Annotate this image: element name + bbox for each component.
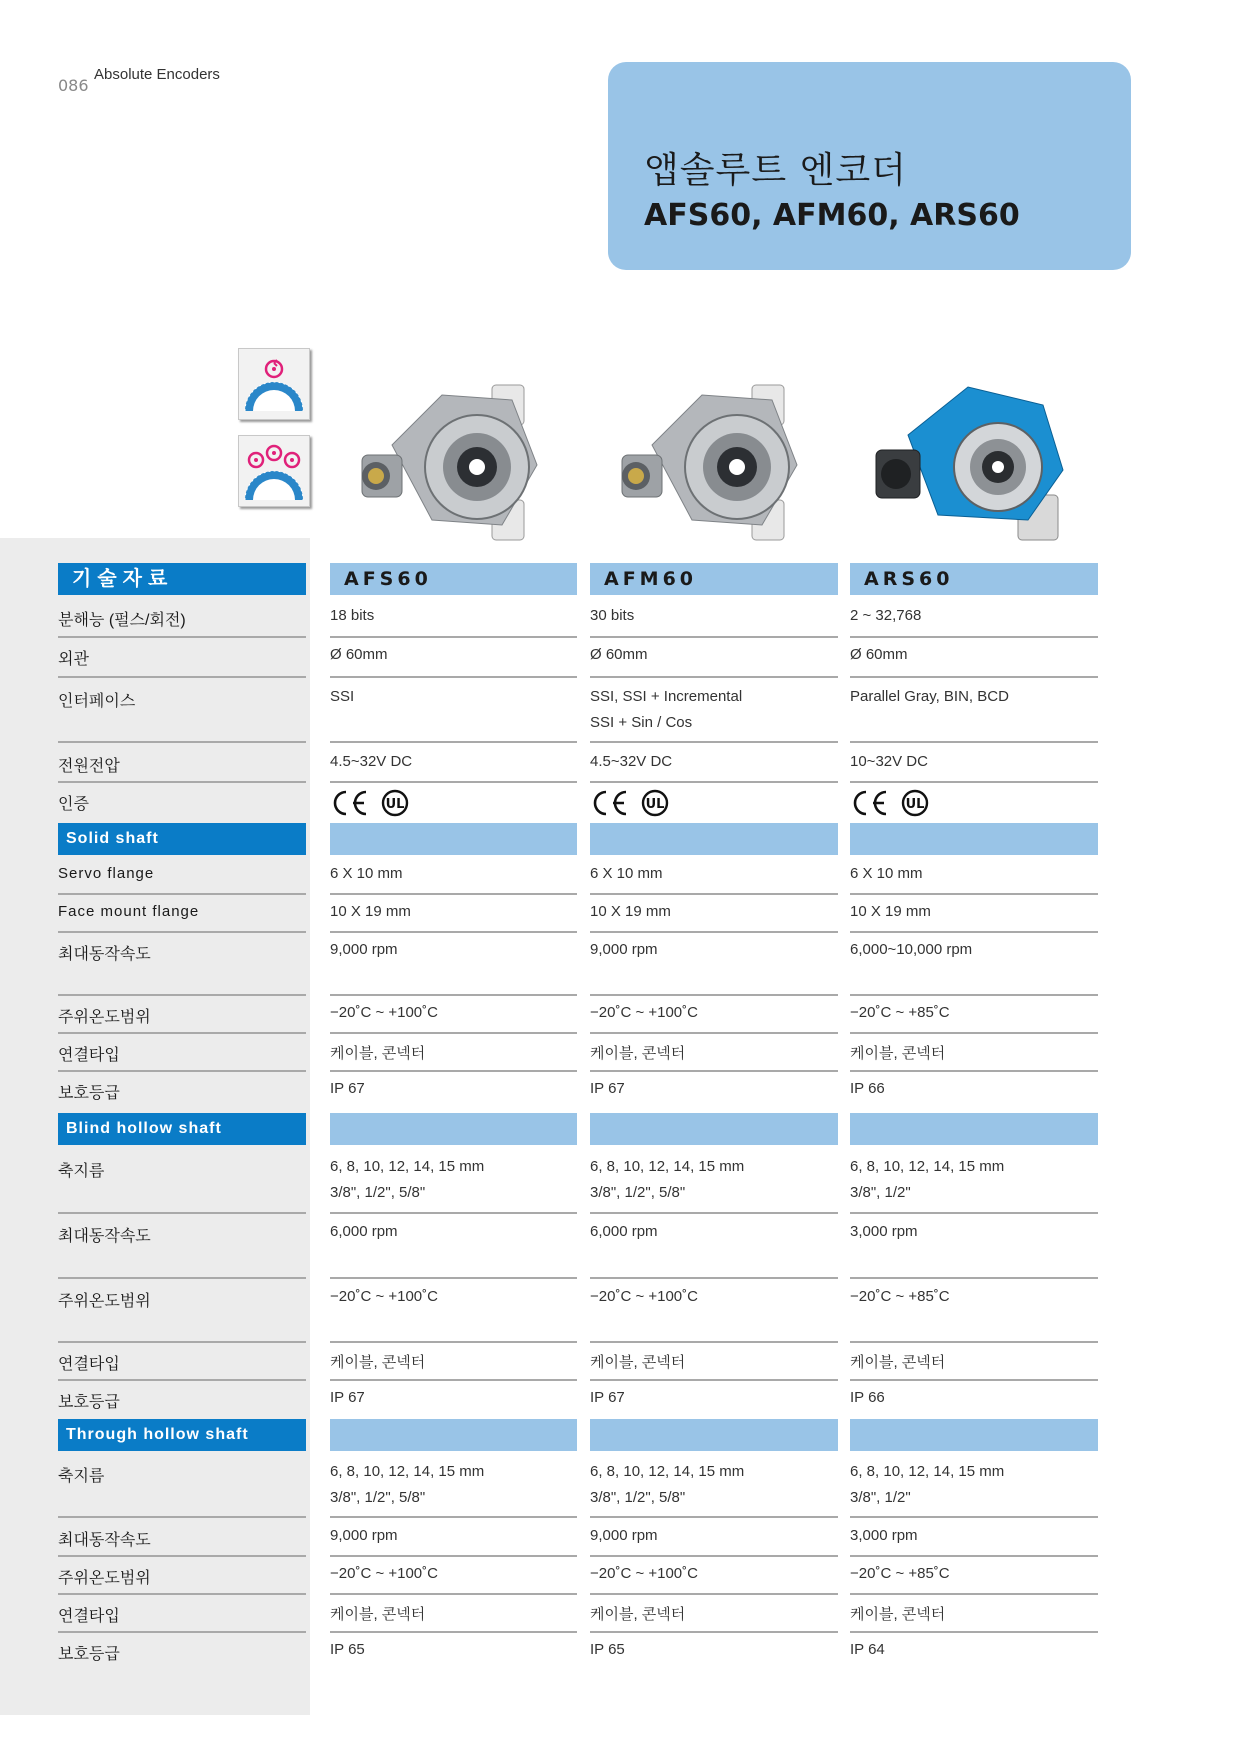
- table-cell: 6, 8, 10, 12, 14, 15 mm 3/8", 1/2", 5/8": [330, 1455, 577, 1518]
- multi-turn-icon: [238, 435, 310, 507]
- table-cell: 6,000 rpm: [330, 1215, 577, 1279]
- ce-ul-mark-icon: [850, 787, 940, 819]
- table-cell: −20˚C ~ +100˚C: [590, 1557, 838, 1595]
- row-label-resolution: 분해능 (펄스/회전): [58, 599, 306, 638]
- certification-cell: [330, 783, 577, 821]
- section-header-blind-hollow-shaft: Blind hollow shaft: [58, 1113, 306, 1145]
- table-cell: 9,000 rpm: [330, 933, 577, 996]
- table-cell: IP 67: [330, 1389, 365, 1406]
- row-label-protection: 보호등급: [58, 1085, 120, 1102]
- table-cell: Parallel Gray, BIN, BCD: [850, 680, 1098, 743]
- table-cell: Ø 60mm: [330, 638, 577, 678]
- single-turn-icon: [238, 348, 310, 420]
- table-cell: 6, 8, 10, 12, 14, 15 mm 3/8", 1/2": [850, 1455, 1098, 1518]
- table-cell: 6 X 10 mm: [590, 857, 838, 895]
- row-label-temperature: 주위온도범위: [58, 1280, 306, 1343]
- section-band: [330, 1113, 577, 1145]
- certification-cell: [850, 783, 1098, 821]
- table-cell: 6,000~10,000 rpm: [850, 933, 1098, 996]
- row-label-protection: 보호등급: [58, 1394, 120, 1411]
- column-header-afs60: AFS60: [330, 563, 577, 595]
- table-cell: SSI, SSI + Incremental SSI + Sin / Cos: [590, 680, 838, 743]
- table-cell: 30 bits: [590, 599, 838, 638]
- row-label-interface: 인터페이스: [58, 680, 306, 743]
- table-cell: −20˚C ~ +100˚C: [330, 1280, 577, 1343]
- row-label-protection: 보호등급: [58, 1646, 120, 1663]
- table-cell: 케이블, 콘넥터: [330, 1034, 577, 1072]
- table-cell: IP 65: [590, 1641, 625, 1658]
- table-cell: −20˚C ~ +100˚C: [590, 1280, 838, 1343]
- table-cell: 18 bits: [330, 599, 577, 638]
- title-box: [608, 62, 1131, 270]
- table-cell: 6 X 10 mm: [850, 857, 1098, 895]
- table-cell: IP 67: [590, 1080, 625, 1097]
- table-cell: 케이블, 콘넥터: [590, 1034, 838, 1072]
- table-cell: IP 67: [330, 1080, 365, 1097]
- table-cell: 2 ~ 32,768: [850, 599, 1098, 638]
- section-header-solid-shaft: Solid shaft: [58, 823, 306, 855]
- table-cell: 케이블, 콘넥터: [330, 1343, 577, 1381]
- svg-text:UL: UL: [645, 797, 665, 812]
- afs60-product-image: [352, 375, 562, 550]
- table-cell: 3,000 rpm: [850, 1215, 1098, 1279]
- column-header-afm60: AFM60: [590, 563, 838, 595]
- row-label-max-speed: 최대동작속도: [58, 1519, 306, 1557]
- table-cell: Ø 60mm: [850, 638, 1098, 678]
- row-label-connection: 연결타입: [58, 1034, 306, 1072]
- table-cell: −20˚C ~ +85˚C: [850, 996, 1098, 1034]
- section-band: [850, 1419, 1098, 1451]
- ce-ul-mark-icon: [330, 787, 420, 819]
- svg-text:UL: UL: [905, 797, 925, 812]
- row-label-connection: 연결타입: [58, 1595, 306, 1633]
- table-cell: IP 64: [850, 1641, 885, 1658]
- table-cell: 케이블, 콘넥터: [330, 1595, 577, 1633]
- row-label-max-speed: 최대동작속도: [58, 1215, 306, 1279]
- table-cell: −20˚C ~ +100˚C: [590, 996, 838, 1034]
- table-cell: 케이블, 콘넥터: [850, 1595, 1098, 1633]
- table-cell: −20˚C ~ +85˚C: [850, 1280, 1098, 1343]
- table-cell: IP 66: [850, 1080, 885, 1097]
- row-label-temperature: 주위온도범위: [58, 996, 306, 1034]
- table-cell: 케이블, 콘넥터: [590, 1595, 838, 1633]
- row-label-connection: 연결타입: [58, 1343, 306, 1381]
- table-cell: 케이블, 콘넥터: [850, 1343, 1098, 1381]
- afm60-product-image: [612, 375, 822, 550]
- section-name: Absolute Encoders: [94, 66, 220, 83]
- section-band: [590, 1113, 838, 1145]
- section-band: [330, 1419, 577, 1451]
- section-band: [330, 823, 577, 855]
- table-cell: 9,000 rpm: [590, 1519, 838, 1557]
- spec-table-label-header: 기술자료: [58, 563, 306, 595]
- table-cell: 9,000 rpm: [330, 1519, 577, 1557]
- table-cell: 6, 8, 10, 12, 14, 15 mm 3/8", 1/2", 5/8": [330, 1150, 577, 1214]
- section-header-through-hollow-shaft: Through hollow shaft: [58, 1419, 306, 1451]
- model-names: AFS60, AFM60, ARS60: [644, 198, 1020, 233]
- row-label-shaft-diameter: 축지름: [58, 1455, 306, 1518]
- table-cell: 9,000 rpm: [590, 933, 838, 996]
- table-cell: 케이블, 콘넥터: [590, 1343, 838, 1381]
- section-band: [850, 823, 1098, 855]
- table-cell: 4.5~32V DC: [330, 745, 577, 783]
- table-cell: 케이블, 콘넥터: [850, 1034, 1098, 1072]
- table-cell: −20˚C ~ +100˚C: [330, 1557, 577, 1595]
- table-cell: 10 X 19 mm: [590, 895, 838, 933]
- table-cell: −20˚C ~ +100˚C: [330, 996, 577, 1034]
- table-cell: −20˚C ~ +85˚C: [850, 1557, 1098, 1595]
- table-cell: 10~32V DC: [850, 745, 1098, 783]
- row-label-supply-voltage: 전원전압: [58, 745, 306, 783]
- table-cell: IP 66: [850, 1389, 885, 1406]
- section-band: [850, 1113, 1098, 1145]
- page-title: 앱솔루트 엔코더: [644, 150, 907, 191]
- table-cell: Ø 60mm: [590, 638, 838, 678]
- table-cell: IP 67: [590, 1389, 625, 1406]
- row-label-shaft-diameter: 축지름: [58, 1150, 306, 1214]
- table-cell: 4.5~32V DC: [590, 745, 838, 783]
- table-cell: 6, 8, 10, 12, 14, 15 mm 3/8", 1/2", 5/8": [590, 1455, 838, 1518]
- table-cell: IP 65: [330, 1641, 365, 1658]
- section-band: [590, 1419, 838, 1451]
- row-label-housing: 외관: [58, 638, 306, 678]
- section-band: [590, 823, 838, 855]
- table-cell: 6, 8, 10, 12, 14, 15 mm 3/8", 1/2": [850, 1150, 1098, 1214]
- row-label-face-mount-flange: Face mount flange: [58, 895, 306, 933]
- column-header-ars60: ARS60: [850, 563, 1098, 595]
- svg-text:UL: UL: [385, 797, 405, 812]
- row-label-max-speed: 최대동작속도: [58, 933, 306, 996]
- row-label-temperature: 주위온도범위: [58, 1557, 306, 1595]
- table-cell: 6,000 rpm: [590, 1215, 838, 1279]
- table-cell: 6, 8, 10, 12, 14, 15 mm 3/8", 1/2", 5/8": [590, 1150, 838, 1214]
- page-number: 086: [58, 76, 89, 95]
- row-label-servo-flange: Servo flange: [58, 857, 306, 895]
- table-cell: 10 X 19 mm: [850, 895, 1098, 933]
- certification-cell: [590, 783, 838, 821]
- row-label-certification: 인증: [58, 796, 89, 813]
- table-cell: SSI: [330, 680, 577, 743]
- table-cell: 10 X 19 mm: [330, 895, 577, 933]
- ce-ul-mark-icon: [590, 787, 680, 819]
- table-cell: 6 X 10 mm: [330, 857, 577, 895]
- table-cell: 3,000 rpm: [850, 1519, 1098, 1557]
- ars60-product-image: [868, 375, 1083, 550]
